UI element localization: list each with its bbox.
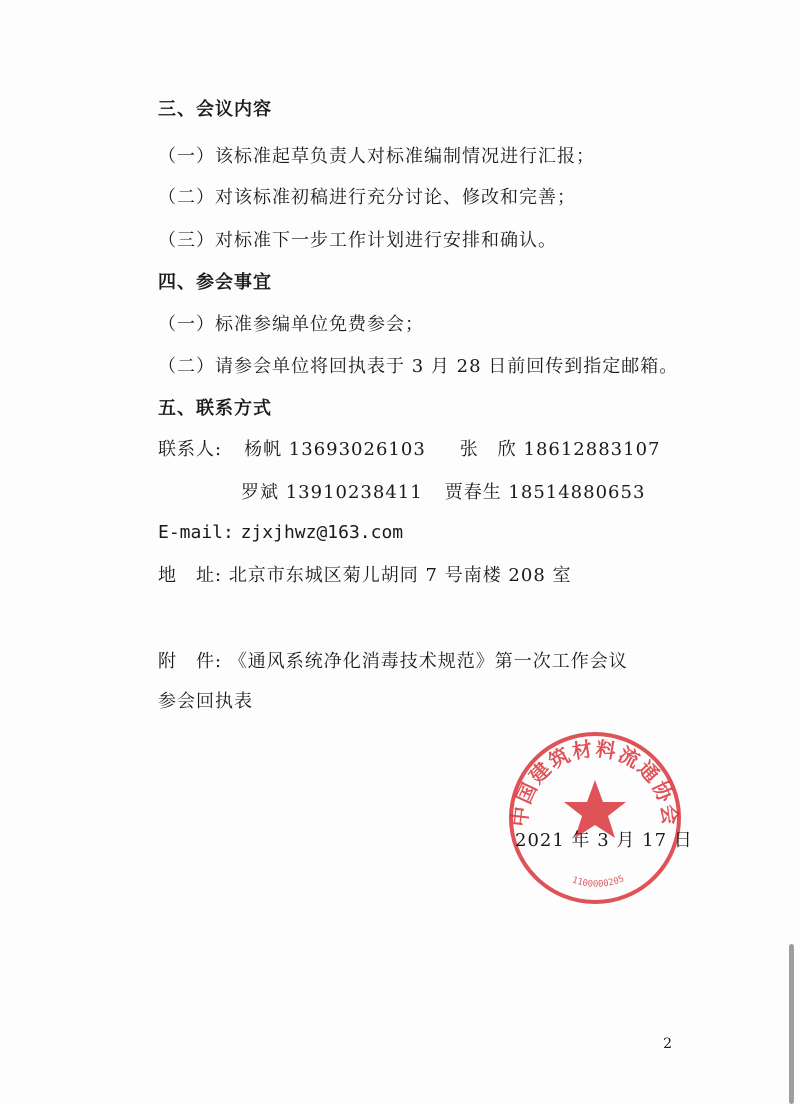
scrollbar[interactable] (789, 944, 794, 1104)
contact-2: 张 欣 18612883107 (459, 439, 661, 460)
contact-3: 罗斌 13910238411 (241, 482, 423, 503)
svg-text:1100000205 (571, 874, 626, 890)
attachment-line (158, 650, 628, 674)
address-label: 地 址: (158, 565, 223, 586)
section4-item-1: （一）标准参编单位免费参会； (158, 314, 424, 335)
attachment-label: 附 件: (158, 651, 223, 672)
section3-heading: 三、会议内容 (158, 99, 272, 120)
page-number: 2 (663, 1036, 672, 1052)
contacts-row-2 (241, 481, 645, 505)
contact-4: 贾春生 18514880653 (444, 482, 646, 503)
section3-item-2: （二）对该标准初稿进行充分讨论、修改和完善； (158, 187, 576, 208)
email-line (158, 521, 403, 545)
section5-heading: 五、联系方式 (158, 398, 272, 419)
contacts-row-1 (158, 438, 660, 462)
section4-heading: 四、参会事宜 (158, 272, 272, 293)
section3-item-3: （三）对标准下一步工作计划进行安排和确认。 (158, 230, 557, 251)
seal-text: 中国建筑材料流通协会 (507, 736, 683, 828)
contacts-label: 联系人: (158, 439, 223, 460)
seal-code: 1100000205 (570, 874, 626, 890)
document-date: 2021 年 3 月 17 日 (515, 830, 693, 851)
contact-1: 杨帆 13693026103 (244, 439, 426, 460)
email-address: zjxjhwz@163.com (240, 522, 404, 543)
attachment-title-cont: 参会回执表 (158, 691, 253, 712)
section3-item-1: （一）该标准起草负责人对标准编制情况进行汇报； (158, 146, 595, 167)
official-seal (505, 728, 685, 908)
attachment-title: 《通风系统净化消毒技术规范》第一次工作会议 (228, 651, 628, 672)
email-label: E-mail: (158, 522, 234, 543)
address-text: 北京市东城区菊儿胡同 7 号南楼 208 室 (228, 565, 572, 586)
section4-item-2: （二）请参会单位将回执表于 3 月 28 日前回传到指定邮箱。 (158, 356, 679, 377)
address-line (158, 564, 572, 588)
